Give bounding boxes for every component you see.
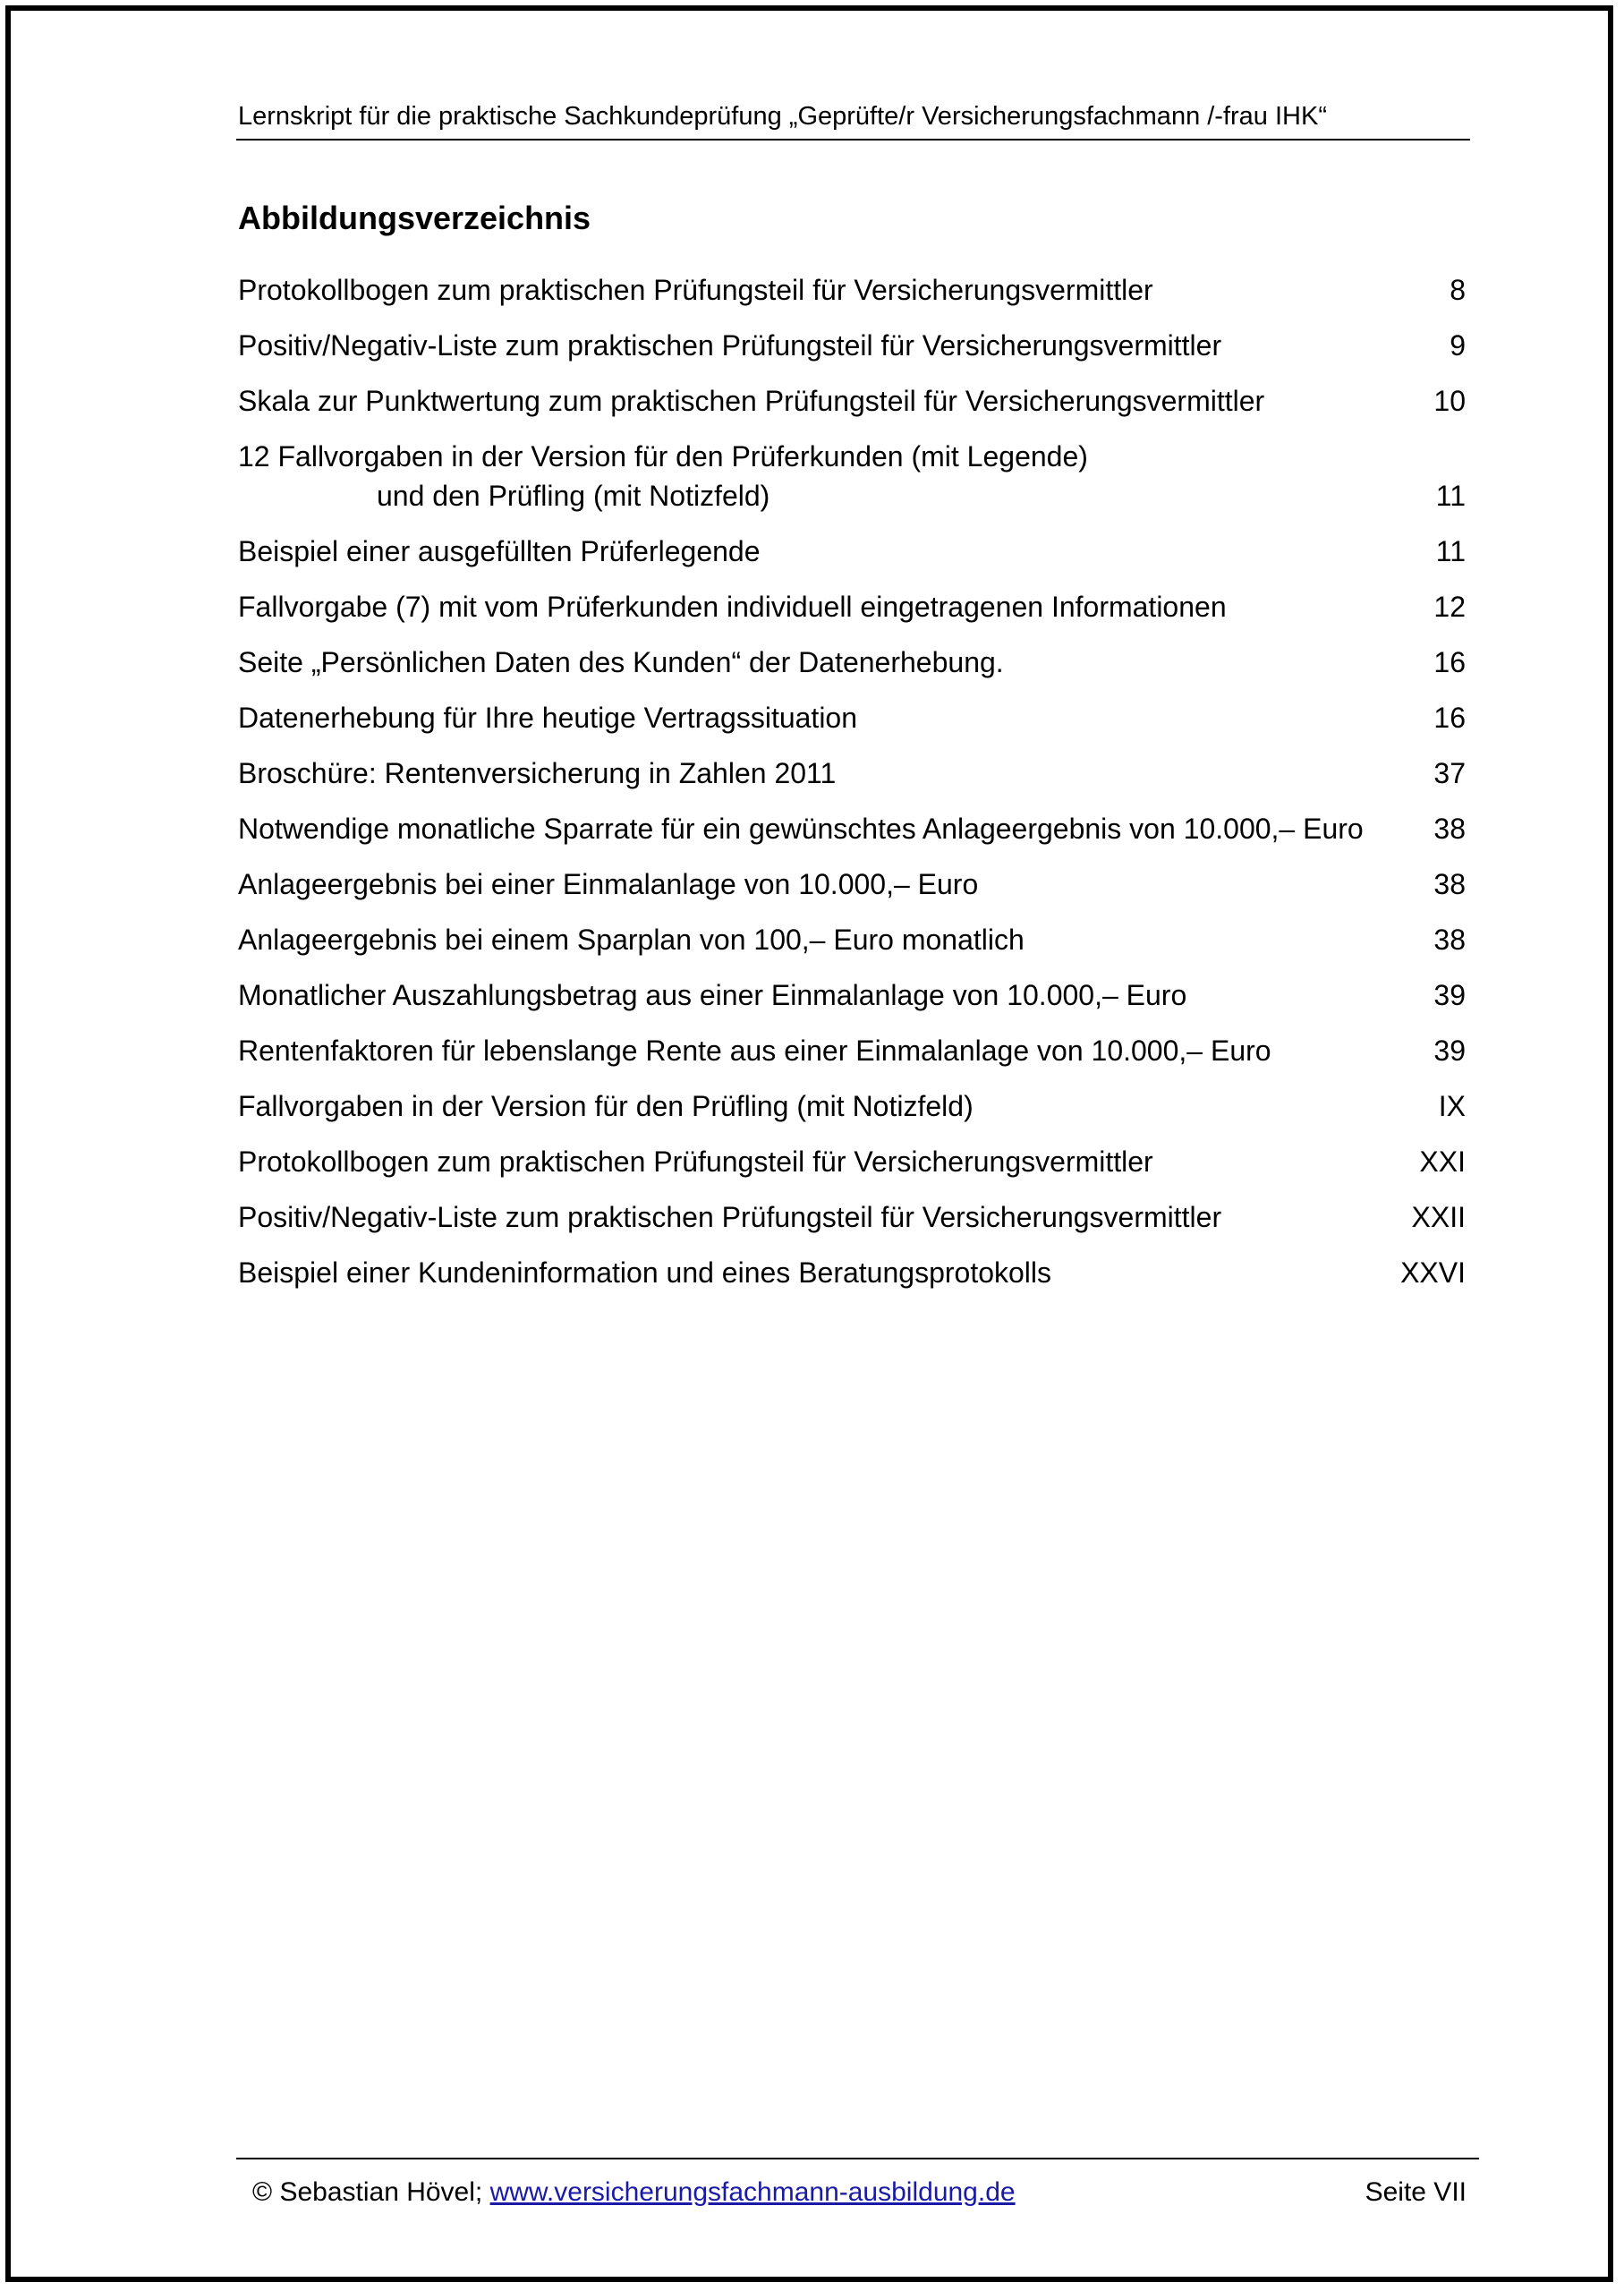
toc-entry xyxy=(238,1253,1466,1292)
toc-entry-page: 12 xyxy=(1433,591,1466,623)
toc-entry-title: Fallvorgaben in der Version für den Prüfling (mit Notizfeld) xyxy=(238,1090,974,1122)
toc-entry xyxy=(238,1031,1466,1070)
toc-entry xyxy=(238,754,1466,793)
toc-entry-page: 11 xyxy=(1435,535,1466,567)
toc-entry-title: Skala zur Punktwertung zum praktischen Prüfungsteil für Versicherungsvermittler xyxy=(238,385,1265,417)
footer-copyright xyxy=(252,2175,1016,2210)
toc-entry-title: Anlageergebnis bei einem Sparplan von 100,– Euro monatlich xyxy=(238,924,1025,956)
toc-entry-page: 16 xyxy=(1433,702,1466,734)
toc-entry-title: Beispiel einer ausgefüllten Prüferlegende xyxy=(238,535,761,567)
toc-entry xyxy=(238,270,1466,310)
toc-entry-title: Anlageergebnis bei einer Einmalanlage von 10.000,– Euro xyxy=(238,868,979,900)
toc-entry-title: 12 Fallvorgaben in der Version für den Prüferkunden (mit Legende) xyxy=(238,440,1088,473)
toc-entry-page: 39 xyxy=(1433,979,1466,1011)
toc-entry xyxy=(238,1142,1466,1181)
toc-entry-title: Positiv/Negativ-Liste zum praktischen Prüfungsteil für Versicherungsvermittler xyxy=(238,329,1222,362)
page-title: Abbildungsverzeichnis xyxy=(238,200,591,236)
toc-entry xyxy=(238,698,1466,737)
toc-entry-page: 8 xyxy=(1450,274,1466,306)
toc-entry-title: Protokollbogen zum praktischen Prüfungsteil für Versicherungsvermittler xyxy=(238,274,1153,306)
toc-entry-title: Rentenfaktoren für lebenslange Rente aus einer Einmalanlage von 10.000,– Euro xyxy=(238,1035,1271,1067)
toc-entry-title: Seite „Persönlichen Daten des Kunden“ der Datenerhebung. xyxy=(238,646,1004,678)
toc-entry-title: Beispiel einer Kundeninformation und eines Beratungsprotokolls xyxy=(238,1256,1052,1289)
toc-entry-page: 38 xyxy=(1433,868,1466,900)
toc-entry-title: und den Prüfling (mit Notizfeld) xyxy=(377,480,770,512)
website-link[interactable]: www.versicherungsfachmann-ausbildung.de xyxy=(489,2177,1016,2207)
toc-entry-page: 38 xyxy=(1433,813,1466,845)
toc-entry-page: 11 xyxy=(1435,480,1466,512)
toc-entry-page: 39 xyxy=(1433,1035,1466,1067)
toc-entry-page: XXVI xyxy=(1400,1256,1466,1289)
header-divider xyxy=(236,139,1470,141)
toc-entry-title: Fallvorgabe (7) mit vom Prüferkunden individuell eingetragenen Informationen xyxy=(238,591,1227,623)
running-header: Lernskript für die praktische Sachkundeprüfung „Geprüfte/r Versicherungsfachmann /-frau IHK“ xyxy=(238,102,1327,131)
toc-entry-title: Protokollbogen zum praktischen Prüfungsteil für Versicherungsvermittler xyxy=(238,1146,1153,1178)
toc-entry xyxy=(238,587,1466,626)
copyright-text: © Sebastian Hövel; xyxy=(252,2177,490,2207)
toc-entry xyxy=(238,809,1466,848)
toc-entry xyxy=(238,437,1466,515)
toc-entry xyxy=(238,326,1466,365)
toc-entry xyxy=(238,864,1466,904)
toc-entry-page: 16 xyxy=(1433,646,1466,678)
figure-list xyxy=(238,270,1466,1308)
toc-entry xyxy=(238,920,1466,959)
footer-divider xyxy=(236,2158,1479,2159)
toc-entry-title: Notwendige monatliche Sparrate für ein gewünschtes Anlageergebnis von 10.000,– Euro xyxy=(238,813,1364,845)
toc-entry-page: IX xyxy=(1438,1090,1466,1122)
toc-entry-title: Positiv/Negativ-Liste zum praktischen Prüfungsteil für Versicherungsvermittler xyxy=(238,1201,1222,1233)
toc-entry-title: Broschüre: Rentenversicherung in Zahlen 2011 xyxy=(238,757,837,789)
toc-entry-page: XXI xyxy=(1419,1146,1466,1178)
toc-entry xyxy=(238,532,1466,571)
toc-entry xyxy=(238,1197,1466,1237)
toc-entry xyxy=(238,381,1466,421)
toc-entry-title: Datenerhebung für Ihre heutige Vertragssituation xyxy=(238,702,858,734)
toc-entry-page: 10 xyxy=(1433,385,1466,417)
toc-entry xyxy=(238,1086,1466,1126)
toc-entry-page: XXII xyxy=(1411,1201,1466,1233)
toc-entry-page: 9 xyxy=(1450,329,1466,362)
footer-page-number: Seite VII xyxy=(1365,2177,1467,2207)
toc-entry-page: 37 xyxy=(1433,757,1466,789)
toc-entry-title: Monatlicher Auszahlungsbetrag aus einer Einmalanlage von 10.000,– Euro xyxy=(238,979,1187,1011)
toc-entry-page: 38 xyxy=(1433,924,1466,956)
toc-entry xyxy=(238,643,1466,682)
toc-entry xyxy=(238,975,1466,1015)
